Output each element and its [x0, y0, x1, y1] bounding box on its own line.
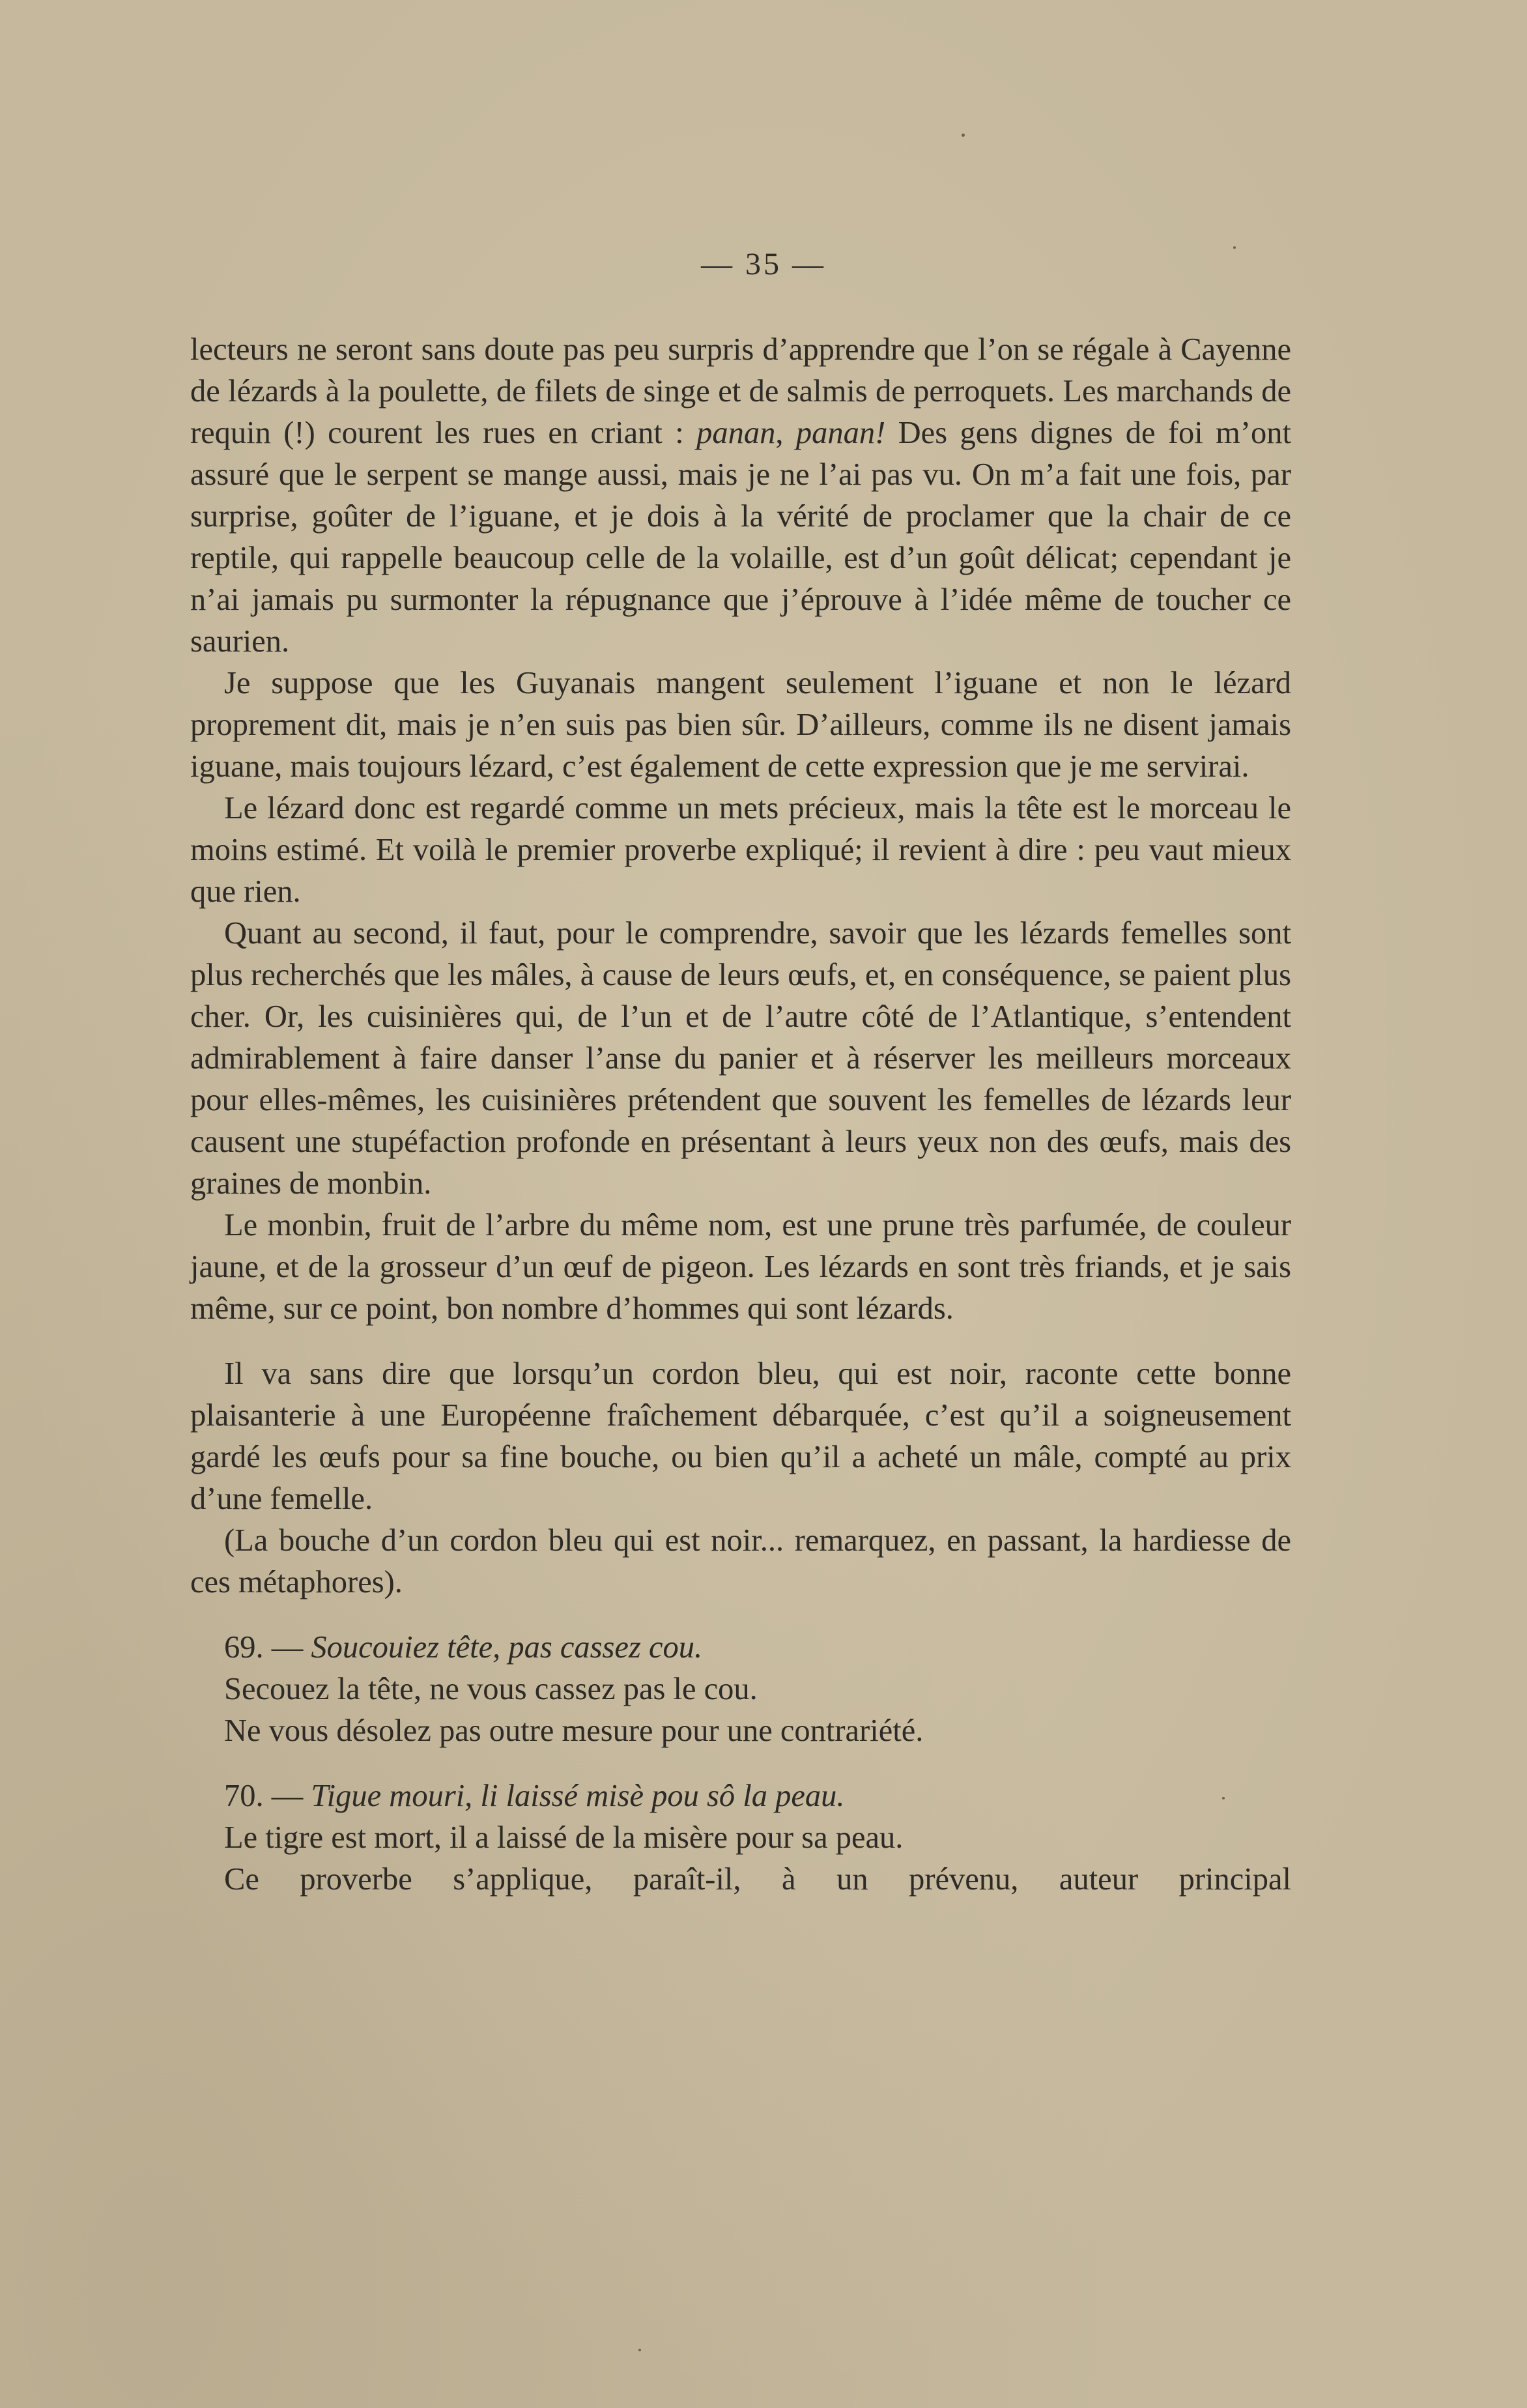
paragraphs	[190, 329, 1291, 1603]
proverb-heading	[224, 1775, 1291, 1817]
paper-speck	[962, 134, 965, 137]
italic-text: panan	[696, 416, 776, 450]
paragraph	[190, 1520, 1291, 1603]
proverb-70	[190, 1775, 1291, 1900]
text-run: Je suppose que les Guyanais mangent seulement l’iguane et non le lézard proprement dit, mais je n’en suis pas bien sûr. D’ailleurs, comme ils ne disent jamais iguane, mais toujours lézard, c’est également de cette expression que je me servirai.	[190, 666, 1291, 784]
text-run: Le lézard donc est regardé comme un mets précieux, mais la tête est le morceau le moins estimé. Et voilà le premier proverbe expliqué; il revient à dire : peu vaut mieux que rien.	[190, 791, 1291, 909]
proverb-number: 70.	[224, 1779, 264, 1813]
text-run: Quant au second, il faut, pour le comprendre, savoir que les lézards femelles sont plus recherchés que les mâles, à cause de leurs œufs, et, en conséquence, se paient plus cher. Or, les cuisinières qui, de l’un et de l’autre côté de l’Atlantique, s’entendent admirablement à faire danser l’anse du panier et à réserver les meilleurs morceaux pour elles-mêmes, les cuisinières prétendent que souvent les femelles de lézards leur causent une stupéfaction profonde en présentant à leurs yeux non des œufs, mais des graines de monbin.	[190, 916, 1291, 1201]
section-gap	[190, 1603, 1291, 1627]
proverb-dash: —	[271, 1779, 304, 1813]
paragraph	[190, 329, 1291, 663]
paragraph	[190, 913, 1291, 1205]
proverb-creole: Tigue mouri, li laissé misè pou sô la peau.	[311, 1779, 845, 1813]
proverb-meaning: Ce proverbe s’applique, paraît-il, à un prévenu, auteur principal	[224, 1862, 1291, 1897]
text-run: Il va sans dire que lorsqu’un cordon bleu, qui est noir, raconte cette bonne plaisanterie à une Européenne fraîchement débarquée, c’est qu’il a soigneusement gardé les œufs pour sa fine bouche, ou bien qu’il a acheté un mâle, compté au prix d’une femelle.	[190, 1356, 1291, 1516]
proverb-translation: Le tigre est mort, il a laissé de la misère pour sa peau.	[224, 1820, 904, 1855]
section-gap	[190, 1330, 1291, 1353]
text-run: lecteurs ne seront sans doute pas peu surpris d’apprendre que l’on se régale à Cayenne de lézards à la poulette, de filets de singe et de salmis de perroquets. Les marchands de requin (!) courent les rues en criant :	[190, 332, 1291, 450]
body-text	[190, 329, 1291, 1900]
paper-speck	[1233, 246, 1236, 249]
proverb-translation: Secouez la tête, ne vous cassez pas le cou.	[224, 1672, 758, 1706]
italic-text: panan!	[795, 416, 886, 450]
section-gap	[190, 1752, 1291, 1775]
proverb-heading	[224, 1627, 1291, 1669]
paragraph	[190, 788, 1291, 913]
page-number: — 35 —	[701, 247, 826, 281]
proverb-dash: —	[271, 1630, 304, 1665]
paper-speck	[1222, 1797, 1225, 1799]
text-run: ,	[775, 416, 796, 450]
proverb-number: 69.	[224, 1630, 264, 1665]
proverb-creole: Soucouiez tête, pas cassez cou.	[311, 1630, 703, 1665]
paper-speck	[638, 2349, 641, 2351]
proverb-69	[190, 1627, 1291, 1752]
text-run: (La bouche d’un cordon bleu qui est noir... remarquez, en passant, la hardiesse de ces métaphores).	[190, 1523, 1291, 1599]
text-run: Des gens dignes de foi m’ont assuré que le serpent se mange aussi, mais je ne l’ai pas vu. On m’a fait une fois, par surprise, goûter de l’iguane, et je dois à la vérité de proclamer que la chair de ce reptile, qui rappelle beaucoup celle de la volaille, est d’un goût délicat; cependant je n’ai jamais pu surmonter la répugnance que j’éprouve à l’idée même de toucher ce saurien.	[190, 416, 1291, 659]
proverb-meaning: Ne vous désolez pas outre mesure pour une contrariété.	[224, 1713, 924, 1748]
paragraph	[190, 1205, 1291, 1330]
paragraph	[190, 1353, 1291, 1520]
paragraph	[190, 663, 1291, 788]
text-run: Le monbin, fruit de l’arbre du même nom, est une prune très parfumée, de couleur jaune, et de la grosseur d’un œuf de pigeon. Les lézards en sont très friands, et je sais même, sur ce point, bon nombre d’hommes qui sont lézards.	[190, 1208, 1291, 1326]
